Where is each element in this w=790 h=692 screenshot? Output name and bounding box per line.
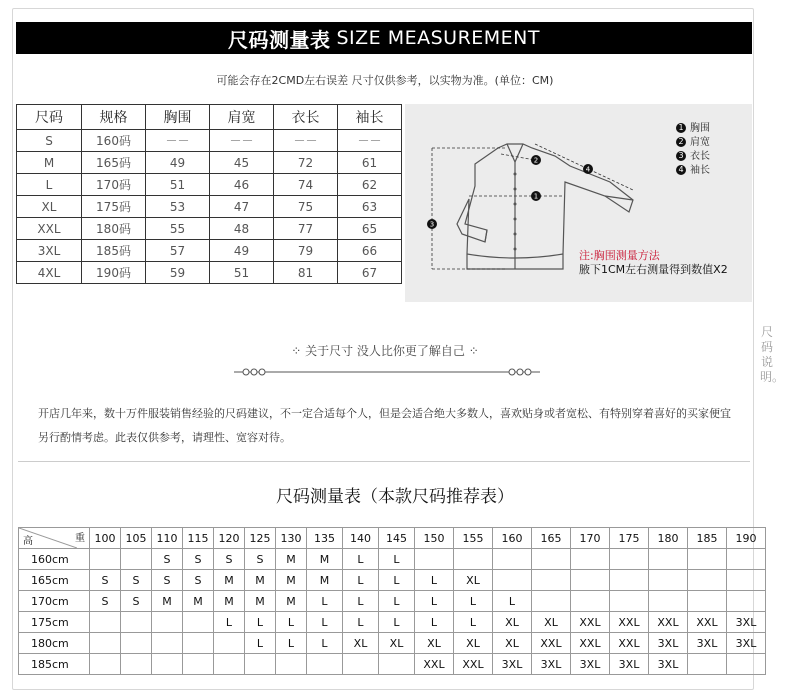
weight-header-cell: 175 <box>610 528 649 549</box>
legend-number: 3 <box>676 151 686 161</box>
header-cell: 规格 <box>82 105 146 130</box>
height-row <box>19 633 766 654</box>
size-recommend-cell <box>90 549 121 570</box>
size-recommend-cell <box>688 549 727 570</box>
size-recommend-cell: L <box>307 612 343 633</box>
size-recommend-cell <box>532 570 571 591</box>
size-cell: 77 <box>274 218 338 240</box>
size-recommend-cell: M <box>307 549 343 570</box>
method-title: 注:胸围测量方法 <box>579 249 660 262</box>
size-recommend-cell: XXL <box>649 612 688 633</box>
weight-header-cell: 165 <box>532 528 571 549</box>
size-cell: 81 <box>274 262 338 284</box>
sparkle-icon: ⁘ <box>468 344 479 358</box>
measurement-note: 可能会存在2CMD左右误差 尺寸仅供参考，以实物为准。(单位：CM) <box>216 74 554 87</box>
size-cell: 62 <box>338 174 402 196</box>
size-recommend-cell <box>688 570 727 591</box>
size-recommend-cell: 3XL <box>727 612 766 633</box>
size-cell: 67 <box>338 262 402 284</box>
weight-header-cell: 190 <box>727 528 766 549</box>
size-cell: 48 <box>210 218 274 240</box>
legend-item <box>676 164 710 178</box>
weight-header-cell: 130 <box>276 528 307 549</box>
svg-text:4: 4 <box>585 165 591 174</box>
size-cell: 180码 <box>82 218 146 240</box>
size-recommend-cell: S <box>152 570 183 591</box>
size-recommend-cell <box>727 654 766 675</box>
height-row <box>19 549 766 570</box>
size-cell: 74 <box>274 174 338 196</box>
size-recommend-cell <box>379 654 415 675</box>
size-recommend-cell <box>183 633 214 654</box>
legend-number: 2 <box>676 137 686 147</box>
size-recommend-cell: 3XL <box>493 654 532 675</box>
size-recommend-cell: 3XL <box>649 654 688 675</box>
size-recommend-cell: L <box>214 612 245 633</box>
corner-cell <box>19 528 90 549</box>
weight-header-cell: 100 <box>90 528 121 549</box>
size-recommend-cell <box>493 549 532 570</box>
size-cell: 190码 <box>82 262 146 284</box>
size-recommend-cell: XXL <box>415 654 454 675</box>
height-label: 165cm <box>19 570 90 591</box>
weight-header-cell: 170 <box>571 528 610 549</box>
size-recommend-cell: S <box>183 570 214 591</box>
size-recommend-cell: XL <box>532 612 571 633</box>
weight-header-cell: 110 <box>152 528 183 549</box>
legend-label: 袖长 <box>690 165 710 176</box>
size-cell: 75 <box>274 196 338 218</box>
size-recommend-cell: XXL <box>532 633 571 654</box>
side-label: 尺码说明。 <box>760 325 785 384</box>
size-recommend-cell: L <box>245 633 276 654</box>
size-recommend-cell: XXL <box>571 633 610 654</box>
size-recommend-cell <box>727 570 766 591</box>
sparkle-icon: ⁘ <box>291 344 302 358</box>
size-recommend-cell: M <box>245 591 276 612</box>
size-cell: 47 <box>210 196 274 218</box>
size-recommend-cell: L <box>454 591 493 612</box>
size-recommend-cell: 3XL <box>649 633 688 654</box>
slogan-text: 关于尺寸 没人比你更了解自己 <box>305 344 465 358</box>
size-recommend-cell: M <box>276 591 307 612</box>
size-recommend-cell <box>688 591 727 612</box>
size-recommend-cell: XXL <box>454 654 493 675</box>
size-cell: 72 <box>274 152 338 174</box>
legend-item <box>676 136 710 150</box>
size-recommend-cell <box>727 549 766 570</box>
size-recommend-cell: M <box>276 570 307 591</box>
height-label: 160cm <box>19 549 90 570</box>
size-recommend-cell <box>121 549 152 570</box>
size-recommend-cell: S <box>90 570 121 591</box>
size-cell: 185码 <box>82 240 146 262</box>
recommend-table <box>18 527 766 675</box>
size-recommend-cell: M <box>214 591 245 612</box>
size-recommend-cell: S <box>245 549 276 570</box>
size-cell: 165码 <box>82 152 146 174</box>
size-recommend-cell <box>121 633 152 654</box>
size-recommend-cell: XL <box>454 570 493 591</box>
size-recommend-cell <box>276 654 307 675</box>
size-cell: －－ <box>210 130 274 152</box>
size-recommend-cell <box>727 591 766 612</box>
size-cell: 4XL <box>17 262 82 284</box>
height-row <box>19 654 766 675</box>
size-recommend-cell: L <box>379 591 415 612</box>
weight-header-cell: 150 <box>415 528 454 549</box>
size-recommend-cell <box>183 654 214 675</box>
size-recommend-cell: S <box>121 591 152 612</box>
size-row <box>17 130 402 152</box>
diagram-legend <box>676 122 710 178</box>
weight-header-cell: 125 <box>245 528 276 549</box>
size-recommend-cell <box>493 570 532 591</box>
weight-header-cell: 160 <box>493 528 532 549</box>
section-divider <box>18 461 750 462</box>
size-cell: 49 <box>210 240 274 262</box>
size-recommend-cell <box>610 549 649 570</box>
size-row <box>17 174 402 196</box>
weight-header-cell: 145 <box>379 528 415 549</box>
weight-header-cell: 120 <box>214 528 245 549</box>
weight-header-cell: 135 <box>307 528 343 549</box>
size-cell: S <box>17 130 82 152</box>
height-row <box>19 612 766 633</box>
size-recommend-cell <box>649 549 688 570</box>
size-cell: 66 <box>338 240 402 262</box>
method-text: 腋下1CM左右测量得到数值X2 <box>579 263 728 276</box>
size-cell: 59 <box>146 262 210 284</box>
svg-text:3: 3 <box>429 220 435 229</box>
size-recommend-cell: S <box>121 570 152 591</box>
size-recommend-cell: 3XL <box>532 654 571 675</box>
size-recommend-cell: M <box>152 591 183 612</box>
size-recommend-cell <box>90 633 121 654</box>
size-cell: XXL <box>17 218 82 240</box>
size-cell: －－ <box>338 130 402 152</box>
size-recommend-cell: XXL <box>610 633 649 654</box>
banner-title-cn: 尺码测量表 <box>227 27 331 52</box>
size-recommend-cell <box>152 633 183 654</box>
size-table-header <box>17 105 402 130</box>
size-recommend-cell <box>571 549 610 570</box>
size-recommend-cell <box>454 549 493 570</box>
size-cell: －－ <box>274 130 338 152</box>
size-recommend-cell <box>532 549 571 570</box>
size-recommend-cell <box>152 654 183 675</box>
size-row <box>17 218 402 240</box>
corner-weight-label: 重 <box>75 533 85 544</box>
size-recommend-cell <box>245 654 276 675</box>
size-recommend-cell <box>343 654 379 675</box>
weight-header-cell: 115 <box>183 528 214 549</box>
size-recommend-cell: M <box>245 570 276 591</box>
size-table <box>16 104 402 284</box>
slogan <box>0 342 770 359</box>
title-banner <box>16 22 752 54</box>
size-recommend-cell: XL <box>454 633 493 654</box>
size-cell: L <box>17 174 82 196</box>
header-cell: 袖长 <box>338 105 402 130</box>
size-cell: M <box>17 152 82 174</box>
banner-title-en: SIZE MEASUREMENT <box>336 27 540 49</box>
size-row <box>17 152 402 174</box>
size-cell: 51 <box>146 174 210 196</box>
recommend-title: 尺码测量表（本款尺码推荐表） <box>276 487 514 507</box>
height-label: 185cm <box>19 654 90 675</box>
header-cell: 肩宽 <box>210 105 274 130</box>
size-recommend-cell <box>90 612 121 633</box>
size-recommend-cell <box>610 570 649 591</box>
size-recommend-cell: L <box>379 612 415 633</box>
size-cell: 3XL <box>17 240 82 262</box>
size-cell: 170码 <box>82 174 146 196</box>
size-recommend-cell: M <box>214 570 245 591</box>
size-recommend-cell: S <box>90 591 121 612</box>
legend-label: 胸围 <box>690 123 710 134</box>
size-recommend-cell: L <box>307 633 343 654</box>
size-cell: 79 <box>274 240 338 262</box>
header-cell: 衣长 <box>274 105 338 130</box>
size-recommend-cell: L <box>343 570 379 591</box>
size-recommend-cell: XXL <box>688 612 727 633</box>
size-cell: 65 <box>338 218 402 240</box>
weight-header-cell: 155 <box>454 528 493 549</box>
size-recommend-cell: L <box>245 612 276 633</box>
size-cell: XL <box>17 196 82 218</box>
size-recommend-cell <box>571 591 610 612</box>
size-recommend-cell <box>121 654 152 675</box>
size-recommend-cell <box>121 612 152 633</box>
size-recommend-cell <box>214 654 245 675</box>
legend-number: 1 <box>676 123 686 133</box>
legend-item <box>676 122 710 136</box>
size-recommend-cell: L <box>454 612 493 633</box>
height-label: 170cm <box>19 591 90 612</box>
legend-item <box>676 150 710 164</box>
size-recommend-cell: L <box>379 549 415 570</box>
size-cell: 61 <box>338 152 402 174</box>
size-recommend-cell: S <box>152 549 183 570</box>
weight-header-cell: 185 <box>688 528 727 549</box>
size-cell: 57 <box>146 240 210 262</box>
weight-header-row <box>19 528 766 549</box>
size-recommend-cell: 3XL <box>688 633 727 654</box>
size-cell: 45 <box>210 152 274 174</box>
size-recommend-cell: XL <box>493 612 532 633</box>
size-row <box>17 240 402 262</box>
size-cell: 46 <box>210 174 274 196</box>
height-row <box>19 570 766 591</box>
ornament-divider <box>234 365 540 379</box>
corner-height-label: 高 <box>23 536 33 547</box>
weight-header-cell: 140 <box>343 528 379 549</box>
size-recommend-cell: L <box>415 591 454 612</box>
size-recommend-cell: L <box>415 570 454 591</box>
size-recommend-cell: XL <box>493 633 532 654</box>
size-cell: 160码 <box>82 130 146 152</box>
size-recommend-cell: XXL <box>610 612 649 633</box>
size-recommend-cell: L <box>415 612 454 633</box>
size-recommend-cell: XL <box>415 633 454 654</box>
size-recommend-cell: 3XL <box>610 654 649 675</box>
chest-method-note <box>579 249 728 277</box>
size-recommend-cell: M <box>276 549 307 570</box>
svg-text:2: 2 <box>533 156 539 165</box>
size-recommend-cell: XXL <box>571 612 610 633</box>
size-recommend-cell <box>183 612 214 633</box>
size-recommend-cell: M <box>307 570 343 591</box>
weight-header-cell: 105 <box>121 528 152 549</box>
size-recommend-cell: L <box>307 591 343 612</box>
legend-number: 4 <box>676 165 686 175</box>
size-recommend-cell <box>610 591 649 612</box>
size-recommend-cell: L <box>343 591 379 612</box>
size-recommend-cell <box>649 591 688 612</box>
size-recommend-cell <box>90 654 121 675</box>
header-cell: 胸围 <box>146 105 210 130</box>
legend-label: 肩宽 <box>690 137 710 148</box>
size-cell: 63 <box>338 196 402 218</box>
size-recommend-cell: S <box>214 549 245 570</box>
weight-header-cell: 180 <box>649 528 688 549</box>
size-cell: 49 <box>146 152 210 174</box>
size-recommend-cell: L <box>343 612 379 633</box>
size-recommend-cell: S <box>183 549 214 570</box>
intro-paragraph: 开店几年来，数十万件服装销售经验的尺码建议，不一定合适每个人，但是会适合绝大多数人，喜欢贴身或者宽松、有特别穿着喜好的买家便宜另行酌情考虑。此表仅供参考，请理性、宽容对待。 <box>38 407 731 444</box>
size-cell: 55 <box>146 218 210 240</box>
size-recommend-cell: L <box>343 549 379 570</box>
size-recommend-cell: 3XL <box>571 654 610 675</box>
height-label: 175cm <box>19 612 90 633</box>
size-recommend-cell: L <box>276 633 307 654</box>
height-label: 180cm <box>19 633 90 654</box>
size-recommend-cell: L <box>379 570 415 591</box>
header-cell: 尺码 <box>17 105 82 130</box>
size-recommend-cell <box>571 570 610 591</box>
size-recommend-cell <box>307 654 343 675</box>
height-row <box>19 591 766 612</box>
size-recommend-cell: XL <box>379 633 415 654</box>
legend-label: 衣长 <box>690 151 710 162</box>
svg-text:1: 1 <box>533 192 539 201</box>
size-row <box>17 262 402 284</box>
size-cell: 175码 <box>82 196 146 218</box>
size-recommend-cell <box>532 591 571 612</box>
size-recommend-cell <box>152 612 183 633</box>
size-recommend-cell: XL <box>343 633 379 654</box>
size-recommend-cell <box>214 633 245 654</box>
size-recommend-cell <box>415 549 454 570</box>
size-cell: －－ <box>146 130 210 152</box>
size-recommend-cell <box>688 654 727 675</box>
size-cell: 53 <box>146 196 210 218</box>
size-recommend-cell <box>649 570 688 591</box>
size-recommend-cell: 3XL <box>727 633 766 654</box>
size-recommend-cell: L <box>276 612 307 633</box>
size-recommend-cell: L <box>493 591 532 612</box>
size-cell: 51 <box>210 262 274 284</box>
size-row <box>17 196 402 218</box>
size-recommend-cell: M <box>183 591 214 612</box>
